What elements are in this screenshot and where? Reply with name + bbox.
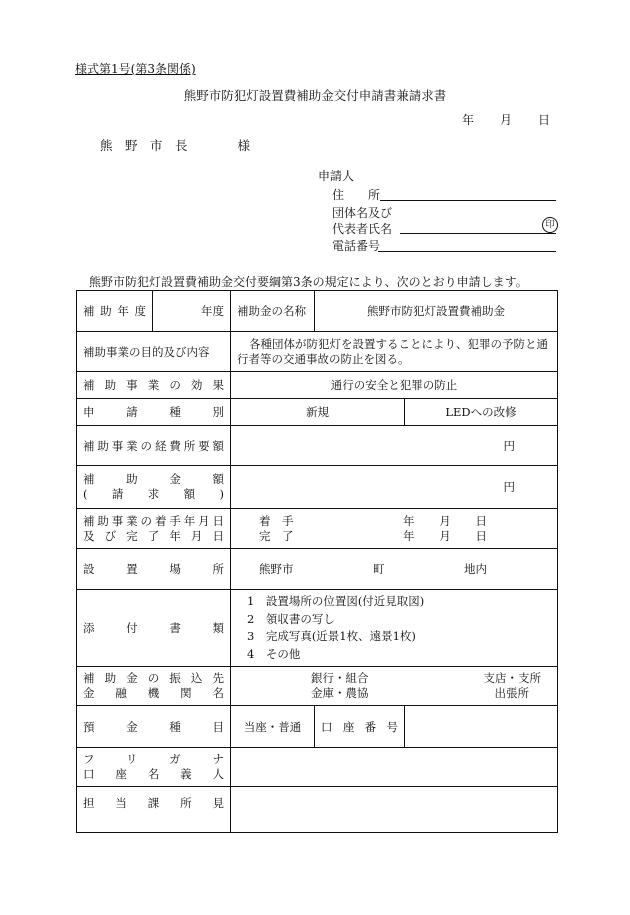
- period-label: [77, 509, 231, 549]
- bank-line2: [311, 686, 541, 701]
- branch-option-2: 出張所: [494, 686, 530, 700]
- opinion-label: 担当課所見: [77, 787, 231, 833]
- type-new-option[interactable]: 新規: [231, 399, 405, 426]
- address-label: 住 所: [332, 188, 381, 202]
- end-month: 月: [439, 528, 451, 543]
- end-label: 完 了: [259, 528, 294, 543]
- row-location: [77, 549, 558, 590]
- start-month: 月: [439, 513, 451, 528]
- representative-field[interactable]: [400, 233, 556, 234]
- start-day: 日: [475, 513, 487, 528]
- bank-label-line2: 金融機関名: [83, 686, 224, 700]
- form-number: 様式第1号(第3条関係): [75, 62, 196, 76]
- location-line: [259, 561, 487, 577]
- row-purpose: [77, 332, 558, 372]
- page-title: 熊野市防犯灯設置費補助金交付申請書兼請求書: [183, 88, 447, 103]
- location-lot: 地内: [464, 562, 487, 576]
- subsidy-name: 熊野市防犯灯設置費補助金: [315, 291, 558, 332]
- attachment-item: 4 その他: [247, 646, 301, 661]
- row-period: [77, 509, 558, 549]
- bank-field[interactable]: [231, 667, 558, 706]
- end-date-line: [259, 529, 487, 544]
- start-year: 年: [403, 513, 415, 528]
- row-fiscal-year: [77, 291, 558, 332]
- amount-field[interactable]: 円: [231, 466, 558, 509]
- row-holder: [77, 748, 558, 787]
- bank-label: [77, 667, 231, 706]
- deposit-type-field[interactable]: 当座・普通: [231, 706, 315, 748]
- date-month: 月: [500, 113, 513, 127]
- applicant-heading: 申請人: [318, 169, 355, 183]
- fiscal-year-label: 補助年度: [77, 291, 153, 332]
- location-town: 町: [373, 562, 385, 576]
- location-city: 熊野市: [259, 562, 294, 576]
- start-label: 着 手: [259, 513, 294, 528]
- row-effect: [77, 372, 558, 399]
- address-field[interactable]: [380, 200, 556, 201]
- seal-mark: 印: [542, 217, 558, 233]
- period-label-line1: 補助事業の着手年月日: [83, 513, 224, 528]
- intro-text: 熊野市防犯灯設置費補助金交付要綱第3条の規定により、次のとおり申請します。: [89, 275, 528, 289]
- application-table: [76, 290, 558, 833]
- deposit-label: 預金種目: [77, 706, 231, 748]
- holder-label: [77, 748, 231, 787]
- period-field[interactable]: [231, 509, 558, 549]
- holder-name-label: 口座名義人: [83, 767, 224, 781]
- phone-field[interactable]: [378, 251, 556, 252]
- purpose-text: 各種団体が防犯灯を設置することにより、犯罪の予防と通行者等の交通事故の防止を図る。: [231, 332, 558, 372]
- type-label: 申請種別: [77, 399, 231, 426]
- account-number-field[interactable]: [405, 706, 558, 748]
- purpose-label: 補助事業の目的及び内容: [77, 332, 231, 372]
- period-label-line2: 及び完了年月日: [83, 528, 224, 543]
- amount-label-line2: (請求額): [83, 487, 224, 501]
- attachment-item: 1 設置場所の位置図(付近見取図): [247, 594, 425, 608]
- attachment-item: 2 領収書の写し: [247, 611, 335, 626]
- type-led-option[interactable]: LEDへの改修: [405, 399, 558, 426]
- effect-label: 補助事業の効果: [77, 372, 231, 399]
- account-label: 口座番号: [315, 706, 405, 748]
- location-label: 設置場所: [77, 549, 231, 590]
- start-date-line: [259, 514, 487, 529]
- addressee: 熊 野 市 長 様: [100, 138, 251, 153]
- bank-line1: [311, 671, 541, 686]
- row-attachments: [77, 590, 558, 667]
- attach-label: 添付書類: [77, 590, 231, 667]
- opinion-field[interactable]: [231, 787, 558, 833]
- location-field[interactable]: [231, 549, 558, 590]
- bank-option-1: 銀行・組合: [311, 671, 369, 685]
- date-year: 年: [462, 113, 475, 127]
- end-year: 年: [403, 528, 415, 543]
- cost-field[interactable]: 円: [231, 426, 558, 466]
- effect-text: 通行の安全と犯罪の防止: [231, 372, 558, 399]
- bank-option-2: 金庫・農協: [311, 686, 369, 700]
- subsidy-name-label: 補助金の名称: [231, 291, 315, 332]
- holder-field[interactable]: [231, 748, 558, 787]
- date-day: 日: [538, 113, 551, 127]
- row-opinion: [77, 787, 558, 833]
- row-bank: [77, 667, 558, 706]
- row-type: [77, 399, 558, 426]
- cost-label: 補助事業の経費所要額: [77, 426, 231, 466]
- fiscal-year-field[interactable]: 年度: [153, 291, 231, 332]
- representative-label: 代表者氏名: [332, 222, 393, 236]
- row-amount: [77, 466, 558, 509]
- phone-label: 電話番号: [332, 239, 381, 253]
- attachment-item: 3 完成写真(近景1枚、遠景1枚): [247, 629, 416, 643]
- date-line: [462, 111, 550, 128]
- end-day: 日: [475, 528, 487, 543]
- amount-label-line1: 補助金額: [83, 472, 224, 486]
- attachments-list: [231, 590, 558, 667]
- amount-label: [77, 466, 231, 509]
- bank-label-line1: 補助金の振込先: [83, 671, 224, 685]
- row-deposit: [77, 706, 558, 748]
- kana-label: フリガナ: [83, 752, 224, 766]
- org-label: 団体名及び: [332, 206, 393, 220]
- branch-option-1: 支店・支所: [483, 671, 542, 685]
- row-cost: [77, 426, 558, 466]
